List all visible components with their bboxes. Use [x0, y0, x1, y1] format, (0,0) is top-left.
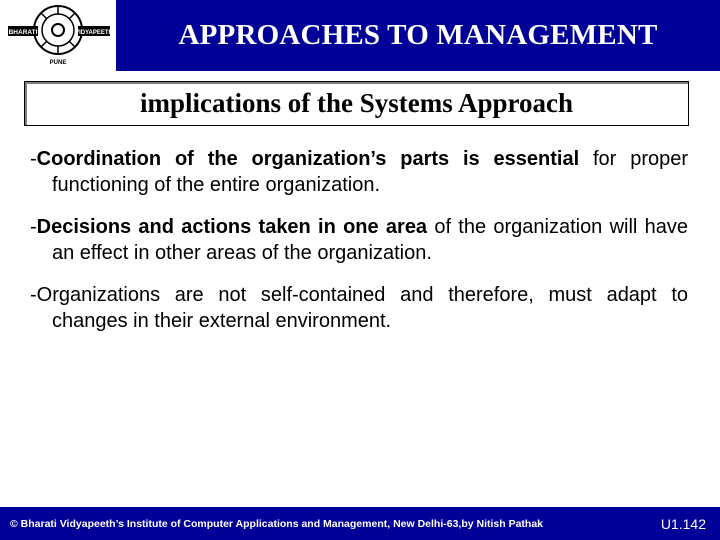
page-number: U1.142: [660, 515, 706, 532]
bullet-list: [30, 146, 688, 350]
slide-title: APPROACHES TO MANAGEMENT: [178, 19, 658, 51]
institute-logo: [0, 0, 116, 71]
bullet-item: [30, 146, 688, 198]
bullet-prefix: -: [30, 216, 37, 238]
slide-subtitle: implications of the Systems Approach: [24, 81, 689, 126]
logo-bottom-text: PUNE: [49, 60, 67, 66]
footer-bar: [0, 507, 720, 540]
bullet-text: of the organization will have an effect in other areas of the organization.: [52, 216, 688, 264]
bullet-bold-text: Decisions and actions taken in one area: [36, 216, 428, 238]
bullet-prefix: -: [30, 148, 37, 170]
logo-right-text: VIDYAPEETH: [75, 30, 113, 36]
bullet-item: [30, 282, 688, 334]
bullet-text: for proper functioning of the entire organization.: [52, 148, 689, 196]
bullet-text: Organizations are not self-contained and therefore, must adapt to changes in their external environment.: [36, 284, 688, 332]
logo-left-text: BHARATI: [8, 29, 38, 36]
bullet-prefix: -: [30, 284, 37, 306]
header-bar: [0, 0, 720, 71]
bullet-bold-text: Coordination of the organization’s parts is essential: [36, 148, 580, 170]
bullet-item: [30, 214, 688, 266]
footer-credit: © Bharati Vidyapeeth’s Institute of Computer Applications and Management, New Delhi-63,by Nitish Pathak: [10, 517, 544, 530]
